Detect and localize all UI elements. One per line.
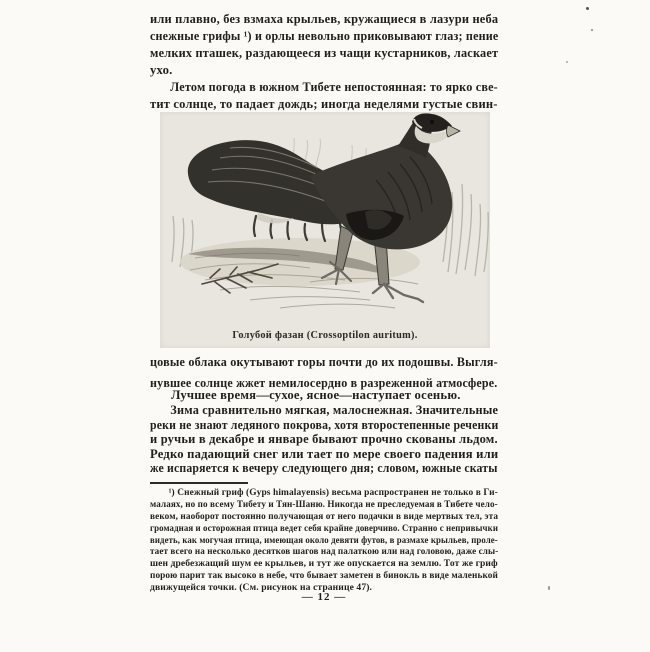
text-line: цовые облака окутывают горы почти до их подошвы. Выгля- [150,355,498,369]
footnote-line: шен дребезжащий шум ее крыльев, и тут же опускается на землю. Тот же гриф [150,558,498,570]
body-text-winter [150,403,498,476]
text-line: снежные грифы ¹) и орлы невольно приковывают глаз; пение [150,29,499,43]
text-line: или плавно, без взмаха крыльев, кружащиеся в лазури неба [150,12,499,26]
footnote-text [150,487,498,594]
text-line: нувшее солнце жжет немилосердно в разреженной атмосфере. [150,376,498,390]
footnote-line: малаях, но по всему Тибету и Тян-Шаню. Никогда не преследуемая в Тибете чело- [150,498,498,510]
scan-speck [548,586,550,590]
text-line: реки не знают ледяного покрова, хотя второстепенные реченки [150,417,499,432]
text-line: же испаряется к вечеру следующего дня; словом, южные скаты [150,461,498,476]
footnote-line: громадная и осторожная птица ведет себя крайне доверчиво. Странно с непривычки [150,522,499,534]
footnote-line: порою парит так высоко в небе, что бывает заметен в бинокль в виде маленькой [150,570,498,582]
footnote-line: движущейся точки. (См. рисунок на странице 47). [150,582,373,594]
footnote-line: видеть, как могучая птица, имеющая около девяти футов, в размахе крыльев, проле- [150,534,498,546]
figure-panel [160,112,490,348]
text-line: тит солнце, то падает дождь; иногда неделями густые свин- [150,97,498,111]
text-line: Редко падающий снег или тает по мере своего падения или [150,446,499,461]
text-line: ухо. [150,63,173,77]
figure-caption: Голубой фазан (Crossoptilon auritum). [232,330,418,341]
text-line: Лучшее время—сухое, ясное—наступает осенью. [171,388,461,402]
text-line: и ручьи в декабре и январе бывают прочно скованы льдом. [150,432,498,447]
footnote-line: веком, наоборот постоянно получающая от него подачки в виде мертвых тел, эта [150,510,499,522]
text-line: Зима сравнительно мягкая, малоснежная. Значительные [170,403,499,417]
scan-speck [591,29,593,31]
scan-speck [566,61,568,63]
text-line: Летом погода в южном Тибете непостоянная: то ярко све- [170,80,498,94]
pheasant-engraving-illustration [160,112,490,348]
page-number: — 12 — [301,591,347,603]
body-text-top [150,12,498,114]
body-text-best-season [150,388,498,403]
footnote-line: ¹) Снежный гриф (Gyps himalayensis) весьма распространен не только в Ги- [168,487,498,498]
footnote-line: тает всего на несколько десятков шагов над палаткою или над головою, даже слы- [150,546,499,558]
scan-speck [586,7,589,10]
footnote-separator [150,482,248,484]
text-line: мелких пташек, раздающееся из чащи кустарников, ласкает [150,46,499,60]
